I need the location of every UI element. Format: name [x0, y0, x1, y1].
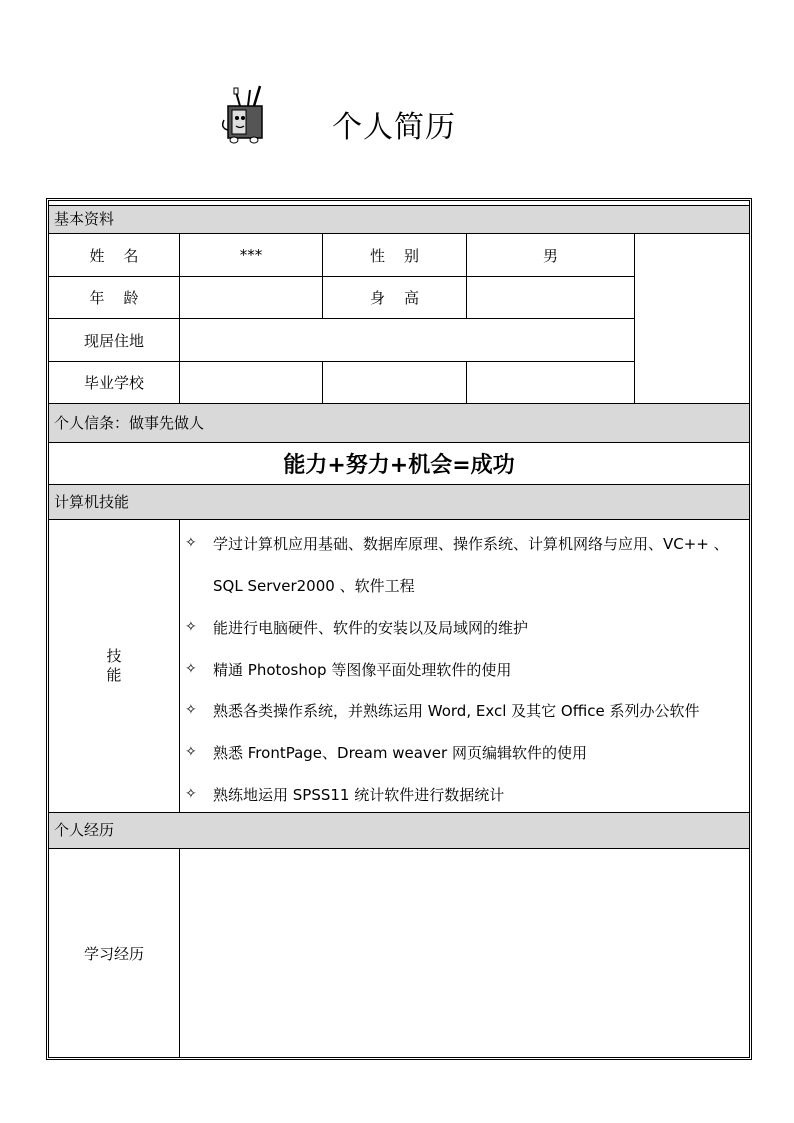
bullet-icon: ✧: [185, 619, 197, 635]
list-item: [185, 700, 699, 720]
section-header-motto: 个人信条：做事先做人: [49, 404, 749, 442]
photo-cell: [635, 234, 749, 403]
page-title: 个人简历: [332, 110, 456, 145]
bullet-icon: ✧: [185, 786, 197, 802]
list-item: [185, 742, 587, 762]
skills-label-line: 技: [106, 647, 122, 665]
address-value: [180, 319, 634, 361]
list-item: [185, 784, 504, 804]
section-header-experience: 个人经历: [49, 813, 749, 848]
skills-label: [49, 520, 179, 812]
list-item: [185, 659, 511, 679]
address-label: 现居住地: [83, 331, 144, 350]
resume-table: [46, 198, 752, 1060]
motto-text: 能力+努力+机会=成功: [283, 453, 515, 478]
name-value: ***: [239, 246, 263, 264]
bullet-icon: ✧: [185, 535, 197, 551]
age-label: 年 龄: [89, 289, 139, 307]
bullet-icon: ✧: [185, 702, 197, 718]
school-value: [180, 362, 322, 403]
bullet-icon: ✧: [185, 661, 197, 677]
gender-value: 男: [542, 246, 558, 265]
school-label: 毕业学校: [83, 374, 144, 392]
bullet-icon: ✧: [185, 744, 197, 760]
height-value: [467, 277, 634, 318]
skill-text: 能进行电脑硬件、软件的安装以及局域网的维护: [213, 618, 529, 637]
skills-label-line: 能: [106, 666, 122, 684]
age-value: [180, 277, 322, 318]
name-label: 姓 名: [89, 246, 139, 265]
divider: [179, 519, 180, 812]
study-history-label: 学习经历: [83, 944, 144, 963]
section-header-basic: 基本资料: [49, 206, 749, 233]
pen-holder-icon: [218, 84, 272, 144]
skill-text: 熟悉 FrontPage、Dream weaver 网页编辑软件的使用: [213, 743, 587, 762]
school-value: [323, 362, 466, 403]
skill-text: 学过计算机应用基础、数据库原理、操作系统、计算机网络与应用、VC++ 、: [213, 534, 729, 553]
skill-text: 熟练地运用 SPSS11 统计软件进行数据统计: [213, 785, 505, 804]
skill-text: 熟悉各类操作系统，并熟练运用 Word, Excl 及其它 Office 系列办公软件: [213, 701, 700, 720]
skill-text: SQL Server2000 、软件工程: [213, 576, 415, 595]
study-history-value: [180, 849, 749, 1057]
list-item: [185, 617, 528, 637]
height-label: 身 高: [369, 289, 420, 307]
divider: [49, 205, 749, 206]
section-header-computer-skills: 计算机技能: [49, 485, 749, 519]
gender-label: 性 别: [369, 246, 420, 265]
school-value: [467, 362, 634, 403]
skill-text: 精通 Photoshop 等图像平面处理软件的使用: [213, 660, 512, 679]
list-item: [185, 533, 729, 553]
